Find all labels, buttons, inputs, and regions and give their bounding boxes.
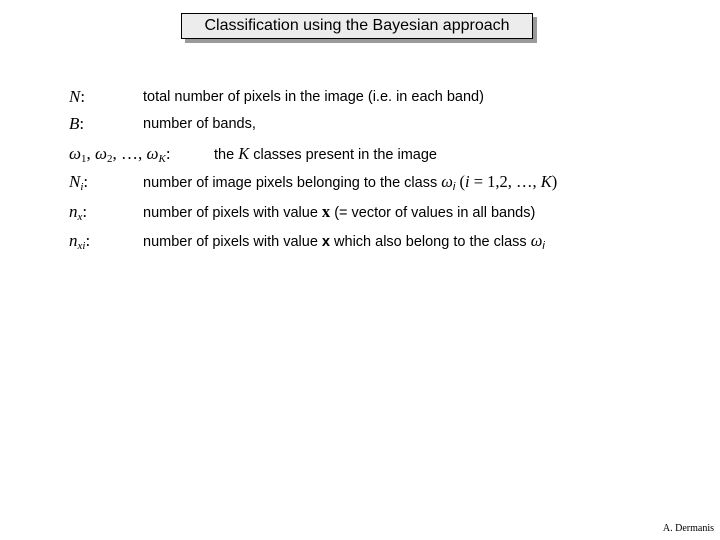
definition-B: number of bands,: [143, 116, 256, 132]
symbol-nx: $n_x$:: [69, 202, 88, 223]
symbol-B: B:: [69, 114, 85, 133]
definition-classes: the K classes present in the image: [214, 144, 437, 163]
definition-row-B: [0, 113, 720, 137]
title-box: [181, 13, 537, 41]
symbol-Ni: $N_i$:: [69, 172, 89, 193]
definition-nx: number of pixels with value x (= vector of values in all bands): [143, 202, 536, 221]
definition-nxi: number of pixels with value x which also belong to the class $\omega_i$: [143, 231, 545, 252]
author-footer: A. Dermanis: [662, 523, 714, 534]
definition-row-nxi: [0, 230, 720, 254]
definition-row-Ni: [0, 171, 720, 195]
definition-row-nx: [0, 201, 720, 225]
definition-N: total number of pixels in the image (i.e. in each band): [143, 89, 484, 105]
symbol-classes: $\omega_1$, $\omega_2$, …, $\omega_K$:: [69, 144, 171, 165]
definition-row-N: [0, 86, 720, 110]
symbol-nxi: $n_{xi}$:: [69, 231, 91, 252]
definition-Ni: number of image pixels belonging to the class $\omega_i$ (i = 1,2, …, K): [143, 172, 558, 193]
definition-row-classes: [0, 143, 720, 167]
slide-title: Classification using the Bayesian approach: [181, 13, 533, 39]
symbol-N: N:: [69, 87, 86, 106]
